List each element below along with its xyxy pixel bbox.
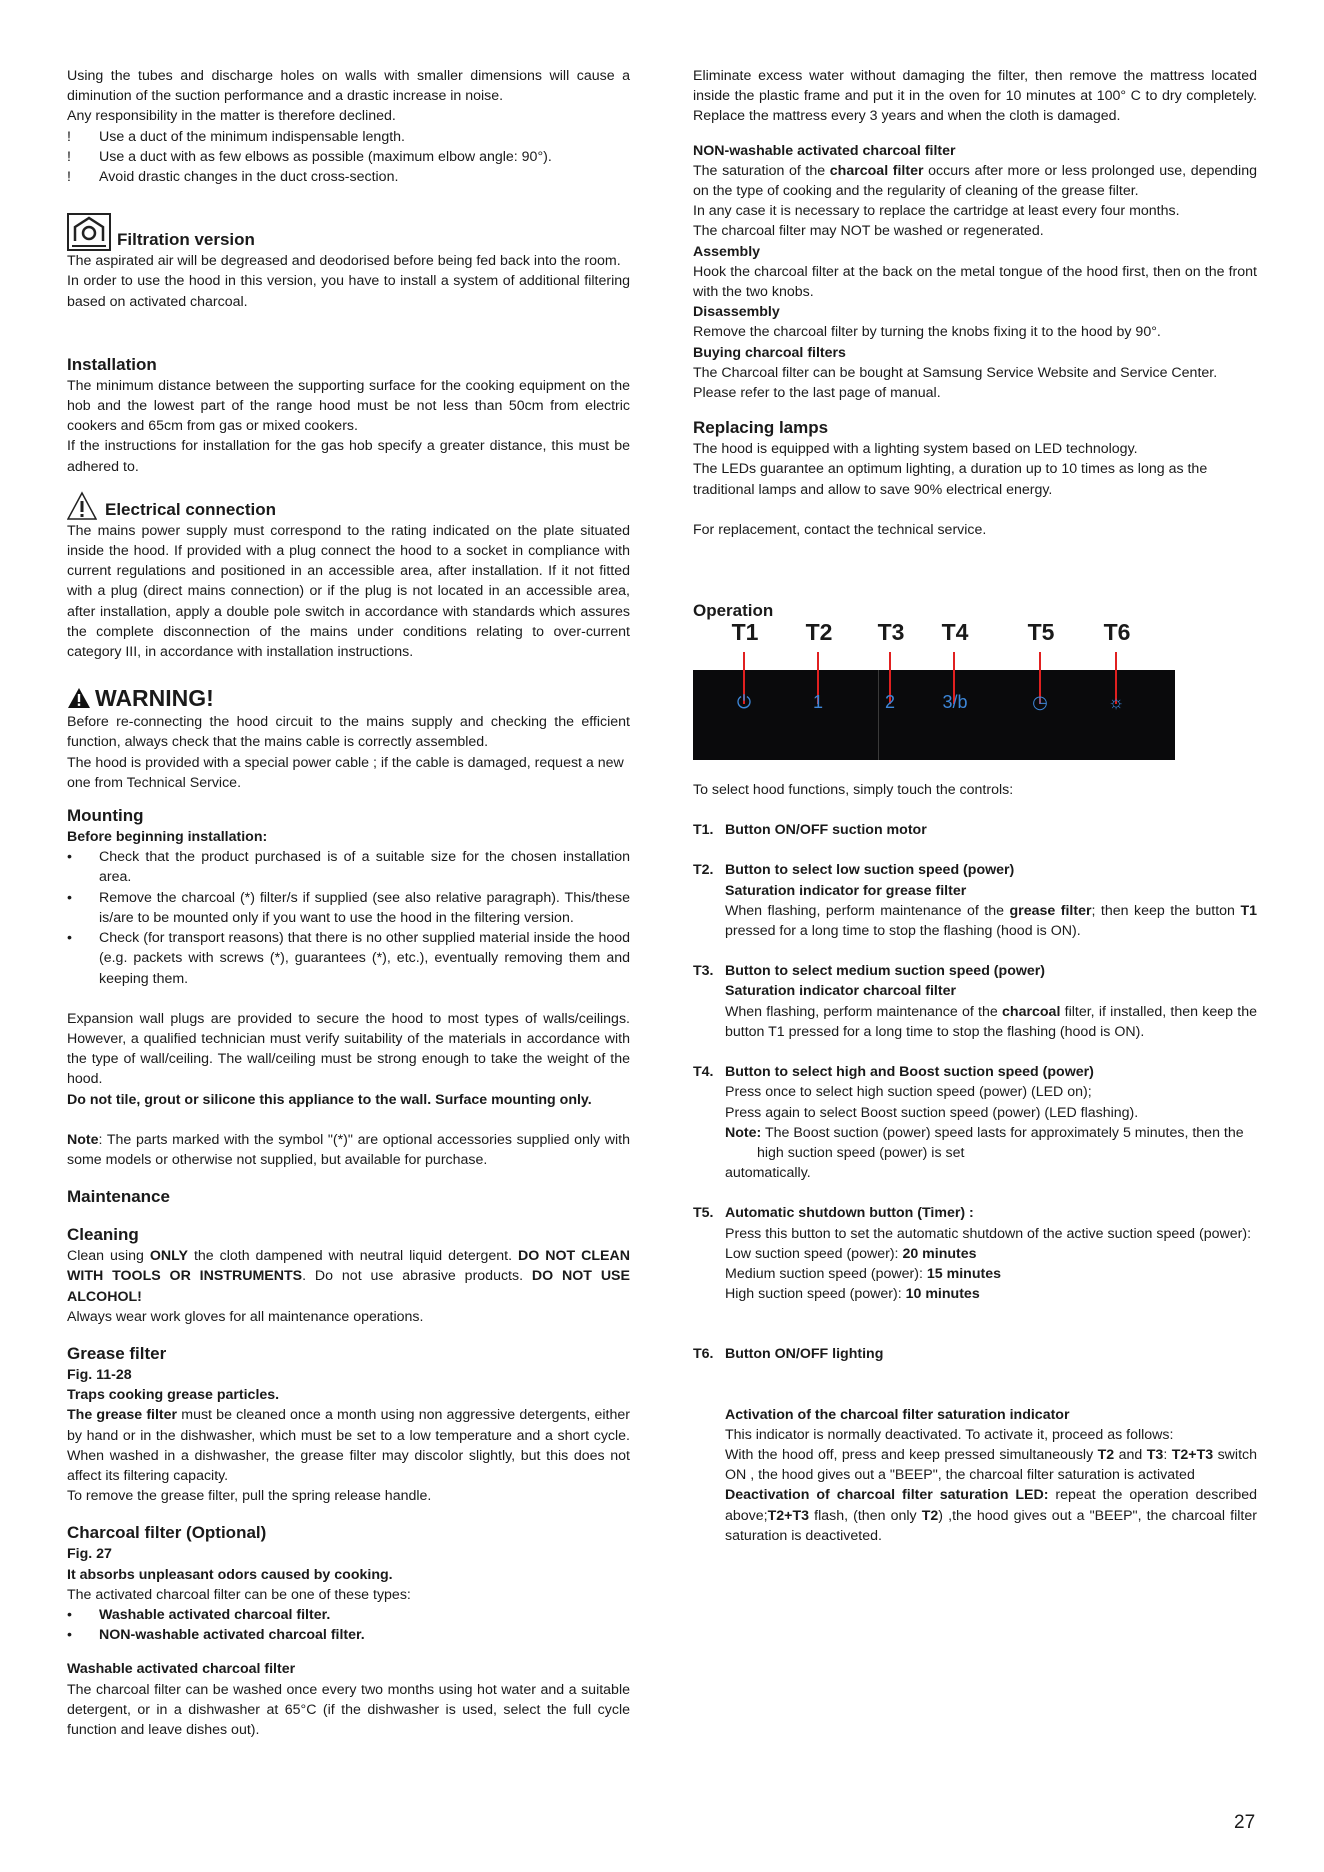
warning-text: Before re-connecting the hood circuit to the mains supply and checking the efficient function, always check that the mains cable is correctly assembled. bbox=[67, 714, 630, 751]
text-run: pressed for a long time to stop the flashing (hood is ON). bbox=[725, 923, 1081, 940]
text-run-bold: T1 bbox=[1240, 902, 1257, 919]
text-run: When flashing, perform maintenance of the bbox=[725, 902, 1010, 919]
operation-item-t1 bbox=[693, 820, 1257, 840]
responsibility-text: Any responsibility in the matter is therefore declined. bbox=[67, 108, 396, 125]
item-text bbox=[725, 901, 1257, 941]
charcoal-filter-title: Charcoal filter (Optional) bbox=[67, 1523, 267, 1543]
item-title: Button to select medium suction speed (power) bbox=[725, 963, 1046, 980]
list-item bbox=[67, 127, 630, 147]
list-item-text: Use a duct of the minimum indispensable length. bbox=[99, 128, 405, 145]
item-number: T3. bbox=[693, 963, 714, 980]
washable-text-cont: Eliminate excess water without damaging the filter, then remove the mattress located inside the plastic frame and put it in the oven for 10 minutes at 100° C to dry completely. Replace the mattress every 3 years and when the cloth is damaged. bbox=[693, 68, 1257, 125]
text-run-bold: charcoal filter bbox=[829, 162, 924, 179]
disassembly-title: Disassembly bbox=[693, 304, 780, 321]
text-run: When flashing, perform maintenance of the bbox=[725, 1003, 1003, 1020]
assembly-text: Hook the charcoal filter at the back on the metal tongue of the hood first, then on the front with the two knobs. bbox=[693, 263, 1257, 301]
text-run-bold: 20 minutes bbox=[902, 1245, 977, 1262]
list-item bbox=[67, 147, 630, 167]
text-run: ) ,the hood gives out a "BEEP", the charcoal filter saturation is deactiveted. bbox=[725, 1507, 1257, 1544]
item-number: T5. bbox=[693, 1205, 714, 1222]
text-run: With the hood off, press and keep pressed simultaneously bbox=[725, 1446, 1098, 1463]
text-run: repeat the operation described above; bbox=[725, 1487, 1257, 1524]
select-intro: To select hood functions, simply touch the controls: bbox=[693, 782, 1014, 799]
warning-title: WARNING! bbox=[95, 685, 214, 712]
text-run: flash, (then only bbox=[809, 1507, 922, 1524]
control-panel-diagram bbox=[693, 619, 1175, 762]
exclamation-mark: ! bbox=[67, 169, 71, 186]
electrical-title: Electrical connection bbox=[105, 499, 276, 519]
text-run: occurs after more or less prolonged use, depending on the type of cooking and the regularity of cleaning of the grease filter. bbox=[693, 162, 1257, 200]
bullet-dot: • bbox=[67, 889, 72, 906]
label-t3: T3 bbox=[877, 619, 905, 646]
nonwashable-text-2: In any case it is necessary to replace the cartridge at least every four months. bbox=[693, 203, 1180, 220]
operation-item-t3 bbox=[693, 961, 1257, 1042]
item-note bbox=[725, 1123, 1257, 1143]
list-item bbox=[67, 167, 630, 187]
power-icon[interactable]: ⏻ bbox=[736, 692, 752, 713]
disassembly-text: Remove the charcoal filter by turning the knobs fixing it to the hood by 90°. bbox=[693, 324, 1161, 341]
operation-item-t2 bbox=[693, 860, 1257, 941]
label-t5: T5 bbox=[1027, 619, 1055, 646]
nonwashable-text bbox=[693, 161, 1257, 201]
list-item-text: Remove the charcoal (*) filter/s if supplied (see also relative paragraph). This/these is/are to be mounted only if you want to use the hood in the filtering version. bbox=[99, 889, 630, 926]
grease-figure-ref: Fig. 11-28 bbox=[67, 1366, 132, 1383]
grease-subtitle: Traps cooking grease particles. bbox=[67, 1387, 280, 1404]
note-text: : The parts marked with the symbol "(*)" are optional accessories supplied only with some models or otherwise not supplied, but available for purchase. bbox=[67, 1131, 630, 1168]
item-subtitle: Saturation indicator for grease filter bbox=[725, 882, 967, 899]
installation-text: The minimum distance between the supporting surface for the cooking equipment on the hob and the lowest part of the range hood must be not less than 50cm from electric cookers and 65cm from gas or mixed cookers. bbox=[67, 377, 630, 435]
item-text: high suction speed (power) is set bbox=[757, 1144, 965, 1161]
item-text: Press again to select Boost suction speed (power) (LED flashing). bbox=[725, 1104, 1139, 1121]
text-run-bold: 15 minutes bbox=[926, 1265, 1001, 1282]
item-title: Button ON/OFF suction motor bbox=[725, 822, 927, 839]
cleaning-text bbox=[67, 1246, 630, 1307]
text-run-bold: DO NOT CLEAN WITH TOOLS OR INSTRUMENTS bbox=[67, 1248, 630, 1285]
intro-paragraph: Using the tubes and discharge holes on walls with smaller dimensions will cause a diminution of the suction performance and a drastic increase in noise. bbox=[67, 68, 630, 105]
text-run-bold: T2+T3 bbox=[1171, 1446, 1214, 1463]
text-run-bold: grease filter bbox=[1009, 902, 1092, 919]
text-run-bold: charcoal bbox=[1002, 1003, 1061, 1020]
speed-3-boost-button[interactable]: 3/b bbox=[942, 692, 968, 713]
timer-icon[interactable]: ◷ bbox=[1032, 692, 1048, 713]
light-icon[interactable]: ☼ bbox=[1107, 692, 1125, 713]
label-t1: T1 bbox=[731, 619, 759, 646]
item-number: T6. bbox=[693, 1346, 714, 1363]
operation-item-t4 bbox=[693, 1062, 1257, 1183]
warning-text-2: The hood is provided with a special power cable ; if the cable is damaged, request a new one from Technical Service. bbox=[67, 754, 624, 791]
activation-title: Activation of the charcoal filter saturation indicator bbox=[725, 1406, 1070, 1423]
text-run: must be cleaned once a month using non aggressive detergents, either by hand or in the dishwasher, which must be set to a low temperature and a short cycle. When washed in a dishwasher, the grease filter may discolor slightly, but this does not affect its filtering capacity. bbox=[67, 1407, 630, 1484]
bullet-dot: • bbox=[67, 1606, 72, 1623]
washable-title: Washable activated charcoal filter bbox=[67, 1661, 296, 1678]
label-t6: T6 bbox=[1103, 619, 1131, 646]
item-text: automatically. bbox=[725, 1165, 811, 1182]
text-run: ; then keep the button bbox=[1091, 902, 1241, 919]
filtration-icon bbox=[67, 213, 111, 251]
item-title: Button ON/OFF lighting bbox=[725, 1346, 884, 1363]
note-label: Note bbox=[67, 1131, 99, 1148]
text-run: Medium suction speed (power): bbox=[725, 1265, 927, 1282]
bullet-dot: • bbox=[67, 930, 72, 947]
cleaning-title: Cleaning bbox=[67, 1225, 139, 1245]
list-item bbox=[67, 1605, 630, 1625]
activation-section bbox=[693, 1405, 1257, 1546]
list-item-text: NON-washable activated charcoal filter. bbox=[99, 1627, 365, 1644]
item-number: T2. bbox=[693, 862, 714, 879]
maintenance-title: Maintenance bbox=[67, 1187, 170, 1207]
mounting-subtitle: Before beginning installation: bbox=[67, 829, 268, 846]
buying-text-2: Please refer to the last page of manual. bbox=[693, 385, 941, 402]
bullet-dot: • bbox=[67, 849, 72, 866]
warning-heading bbox=[67, 684, 630, 712]
text-run: and bbox=[1114, 1446, 1147, 1463]
item-subtitle: Saturation indicator charcoal filter bbox=[725, 983, 956, 1000]
electrical-text: The mains power supply must correspond to the rating indicated on the plate situated inside the hood. If provided with a plug connect the hood to a socket in compliance with current regulations and positioned in an accessible area, after installation. If it not fitted with a plug (direct mains connection) or if the plug is not located in an accessible area, after installation, apply a double pole switch in accordance with standards which assures the complete disconnection of the mains under conditions relating to over-current category III, in accordance with installation instructions. bbox=[67, 522, 630, 661]
text-run-bold: T2+T3 bbox=[767, 1507, 810, 1524]
item-number: T4. bbox=[693, 1064, 714, 1081]
text-run-bold: The grease filter bbox=[67, 1407, 178, 1424]
operation-item-t5 bbox=[693, 1203, 1257, 1304]
text-run: Low suction speed (power): bbox=[725, 1245, 903, 1262]
charcoal-text: The activated charcoal filter can be one of these types: bbox=[67, 1586, 411, 1603]
label-t4: T4 bbox=[941, 619, 969, 646]
text-run: Clean using bbox=[67, 1248, 150, 1265]
bullet-dot: • bbox=[67, 1627, 72, 1644]
activation-steps bbox=[725, 1445, 1257, 1485]
note-paragraph bbox=[67, 1130, 630, 1170]
control-panel bbox=[693, 670, 1175, 760]
exclamation-mark: ! bbox=[67, 148, 71, 165]
item-title: Button to select high and Boost suction speed (power) bbox=[725, 1064, 1094, 1081]
warning-icon bbox=[67, 687, 91, 709]
lamps-text: The hood is equipped with a lighting system based on LED technology. bbox=[693, 441, 1138, 458]
list-item-text: Washable activated charcoal filter. bbox=[99, 1606, 331, 1623]
left-column bbox=[67, 66, 630, 1740]
text-run-bold: Deactivation of charcoal filter saturation LED: bbox=[725, 1487, 1049, 1504]
page-number: 27 bbox=[1234, 1812, 1256, 1833]
item-text bbox=[725, 1002, 1257, 1042]
nonwashable-text-3: The charcoal filter may NOT be washed or regenerated. bbox=[693, 223, 1044, 240]
list-item bbox=[67, 847, 630, 887]
list-item-text: Use a duct with as few elbows as possible (maximum elbow angle: 90°). bbox=[99, 148, 552, 165]
caution-triangle-icon bbox=[67, 491, 97, 521]
item-title: Button to select low suction speed (power) bbox=[725, 862, 1015, 879]
item-number: T1. bbox=[693, 822, 714, 839]
text-run: the cloth dampened with neutral liquid detergent. bbox=[188, 1248, 518, 1265]
buying-title: Buying charcoal filters bbox=[693, 344, 846, 361]
filtration-title: Filtration version bbox=[117, 230, 255, 250]
panel-divider bbox=[878, 670, 879, 760]
mounting-text: Expansion wall plugs are provided to secure the hood to most types of walls/ceilings. However, a qualified technician must verify suitability of the materials in accordance with the type of wall/ceiling. The wall/ceiling must be strong enough to take the weight of the hood. bbox=[67, 1010, 630, 1088]
list-item-text: Avoid drastic changes in the duct cross-section. bbox=[99, 169, 399, 186]
item-text: Press this button to set the automatic shutdown of the active suction speed (power): bbox=[725, 1225, 1252, 1242]
charcoal-subtitle: It absorbs unpleasant odors caused by cooking. bbox=[67, 1566, 393, 1583]
installation-title: Installation bbox=[67, 354, 157, 374]
list-item-text: Check (for transport reasons) that there is no other supplied material inside the hood (e.g. packets with screws (*), guarantees (*), etc.), eventually removing them and keeping them. bbox=[99, 930, 630, 987]
charcoal-figure-ref: Fig. 27 bbox=[67, 1546, 112, 1563]
mounting-title: Mounting bbox=[67, 806, 144, 826]
text-run: High suction speed (power): bbox=[725, 1286, 906, 1303]
grease-text bbox=[67, 1405, 630, 1486]
exclamation-mark: ! bbox=[67, 128, 71, 145]
lamps-text-3: For replacement, contact the technical service. bbox=[693, 521, 987, 538]
text-run-bold: DO NOT USE ALCOHOL! bbox=[67, 1268, 630, 1305]
timer-low bbox=[725, 1244, 1257, 1264]
installation-text-2: If the instructions for installation for the gas hob specify a greater distance, this must be adhered to. bbox=[67, 438, 630, 475]
text-run: filter, if installed, then keep the button T1 pressed for a long time to stop the flashing (hood is ON). bbox=[725, 1003, 1257, 1040]
speed-1-button[interactable]: 1 bbox=[812, 692, 824, 713]
text-run: The Boost suction (power) speed lasts for approximately 5 minutes, then the bbox=[761, 1124, 1244, 1141]
grease-filter-title: Grease filter bbox=[67, 1343, 167, 1363]
right-column bbox=[693, 66, 1257, 1546]
list-item bbox=[67, 888, 630, 928]
surface-mounting-note: Do not tile, grout or silicone this appliance to the wall. Surface mounting only. bbox=[67, 1091, 592, 1108]
text-run: switch ON , the hood gives out a "BEEP", the charcoal filter saturation is activated bbox=[725, 1446, 1258, 1484]
timer-high bbox=[725, 1284, 1257, 1304]
washable-text: The charcoal filter can be washed once every two months using hot water and a suitable detergent, or in a dishwasher at 65°C (if the dishwasher is used, select the full cycle function and leave dishes out). bbox=[67, 1681, 630, 1738]
text-run: The saturation of the bbox=[693, 162, 830, 179]
speed-2-button[interactable]: 2 bbox=[884, 692, 896, 713]
grease-remove-text: To remove the grease filter, pull the spring release handle. bbox=[67, 1488, 432, 1505]
text-run-bold: ONLY bbox=[149, 1248, 188, 1265]
item-title: Automatic shutdown button (Timer) : bbox=[725, 1205, 974, 1222]
text-run: : bbox=[1163, 1446, 1172, 1463]
text-run: . Do not use abrasive products. bbox=[302, 1268, 532, 1285]
list-item-text: Check that the product purchased is of a suitable size for the chosen installation area. bbox=[99, 849, 630, 886]
note-label: Note: bbox=[725, 1124, 762, 1141]
text-run-bold: T2 bbox=[921, 1507, 939, 1524]
nonwashable-title: NON-washable activated charcoal filter bbox=[693, 142, 956, 159]
activation-text: This indicator is normally deactivated. To activate it, proceed as follows: bbox=[725, 1426, 1174, 1443]
list-item bbox=[67, 1625, 630, 1645]
text-run-bold: T2 bbox=[1097, 1446, 1115, 1463]
item-text: Press once to select high suction speed (power) (LED on); bbox=[725, 1084, 1092, 1101]
list-item bbox=[67, 928, 630, 989]
deactivation-steps bbox=[725, 1485, 1257, 1546]
filtration-text-2: In order to use the hood in this version, you have to install a system of additional filtering based on activated charcoal. bbox=[67, 273, 630, 310]
electrical-heading bbox=[67, 491, 630, 521]
operation-title: Operation bbox=[693, 601, 774, 621]
lamps-text-2: The LEDs guarantee an optimum lighting, a duration up to 10 times as long as the traditional lamps and allow to save 90% electrical energy. bbox=[693, 461, 1208, 498]
buying-text: The Charcoal filter can be bought at Samsung Service Website and Service Center. bbox=[693, 364, 1218, 381]
replacing-lamps-title: Replacing lamps bbox=[693, 418, 829, 438]
timer-medium bbox=[725, 1264, 1257, 1284]
text-run-bold: 10 minutes bbox=[905, 1286, 980, 1303]
label-t2: T2 bbox=[805, 619, 833, 646]
operation-item-t6 bbox=[693, 1344, 1257, 1364]
assembly-title: Assembly bbox=[693, 243, 761, 260]
filtration-text: The aspirated air will be degreased and deodorised before being fed back into the room. bbox=[67, 253, 621, 270]
text-run-bold: T3 bbox=[1146, 1446, 1164, 1463]
filtration-heading bbox=[67, 213, 630, 251]
gloves-text: Always wear work gloves for all maintenance operations. bbox=[67, 1308, 424, 1325]
